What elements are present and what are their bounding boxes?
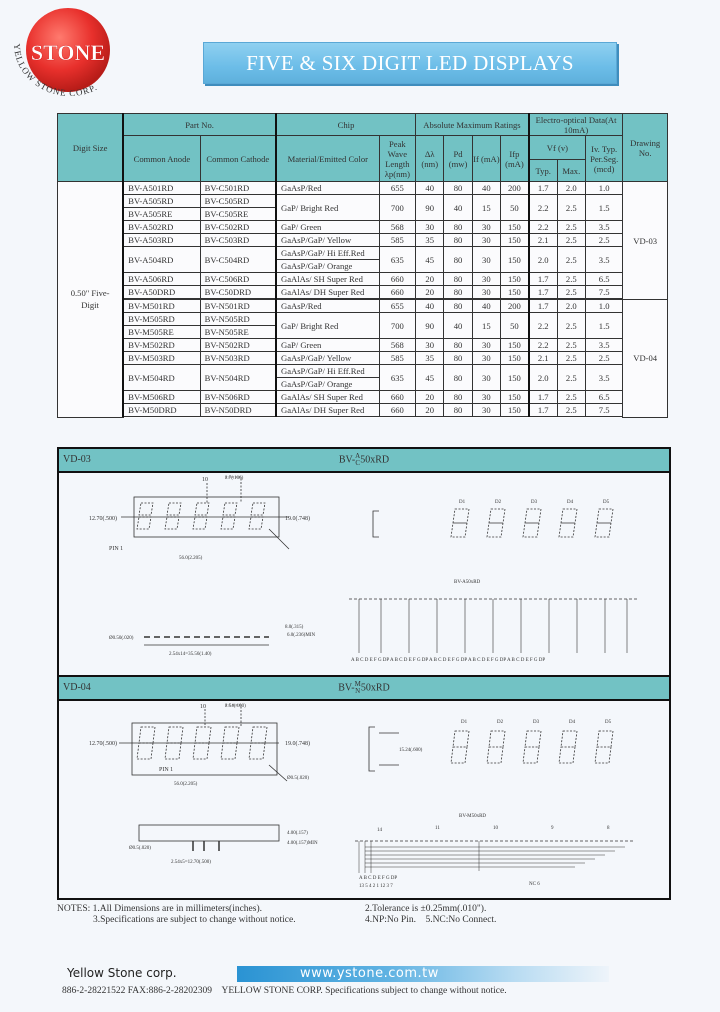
drawing-no: VD-04	[623, 300, 668, 418]
part-anode: BV-M502RD	[123, 339, 200, 352]
peak: 660	[379, 273, 415, 286]
pd: 80	[444, 404, 472, 417]
part-cathode: BV-C50DRD	[200, 286, 276, 299]
iv: 3.5	[585, 221, 622, 234]
table-row	[58, 221, 668, 234]
delta-lambda: 20	[416, 404, 444, 417]
peak: 660	[379, 404, 415, 417]
material: GaAlAs/ DH Super Red	[276, 286, 379, 299]
part-cathode: BV-C502RD	[200, 221, 276, 234]
table-row	[58, 182, 668, 195]
dim-pitch: 2.54x5=12.70(.500)	[171, 860, 211, 865]
common-pin: 8	[607, 826, 610, 831]
peak: 585	[379, 352, 415, 365]
header-part-no: Part No.	[123, 114, 276, 136]
if: 30	[472, 391, 500, 404]
delta-lambda: 45	[416, 365, 444, 391]
part-anode: BV-A506RD	[123, 273, 200, 286]
header-peak-wavelength: Peak Wave Length λp(nm)	[379, 136, 415, 182]
header-material: Material/Emitted Color	[276, 136, 379, 182]
header-chip: Chip	[276, 114, 416, 136]
part-cathode: BV-C506RD	[200, 273, 276, 286]
header-pd: Pd (mw)	[444, 136, 472, 182]
model-prefix: BV-	[338, 454, 356, 466]
part-cathode: BV-N504RD	[200, 365, 276, 391]
table-row	[58, 365, 668, 378]
material: GaAsP/Red	[276, 300, 379, 313]
model-prefix: BV-	[338, 682, 355, 694]
vf-typ: 1.7	[529, 286, 557, 299]
ifp: 150	[501, 221, 529, 234]
header-iv: Iv. Typ. Per.Seg. (mcd)	[585, 136, 622, 182]
peak: 568	[379, 221, 415, 234]
footer-company: Yellow Stone corp.	[67, 966, 177, 980]
ifp: 150	[501, 352, 529, 365]
pd: 80	[444, 391, 472, 404]
panel-header	[59, 449, 669, 473]
peak: 700	[379, 313, 415, 339]
pd: 80	[444, 273, 472, 286]
pin1-label: PIN 1	[159, 767, 174, 773]
pd: 40	[444, 195, 472, 221]
vf-max: 2.5	[557, 247, 585, 273]
dim-height: 12.70(.500)	[89, 741, 117, 747]
part-cathode: BV-C501RD	[200, 182, 276, 195]
if: 30	[472, 339, 500, 352]
if: 30	[472, 247, 500, 273]
material: GaAsP/GaP/ Hi Eff.Red	[276, 247, 379, 260]
model-number	[59, 681, 669, 695]
digit-label: D5	[605, 720, 612, 725]
delta-lambda: 35	[416, 234, 444, 247]
iv: 3.5	[585, 365, 622, 391]
delta-lambda: 40	[416, 300, 444, 313]
variant-bottom: N	[355, 687, 361, 695]
digit-label: D4	[569, 720, 576, 725]
material: GaAsP/GaP/ Hi Eff.Red	[276, 365, 379, 378]
if: 30	[472, 286, 500, 299]
ifp: 200	[501, 182, 529, 195]
part-anode: BV-M504RD	[123, 365, 200, 391]
header-ifp: Ifp (mA)	[501, 136, 529, 182]
variant-top: M	[354, 680, 361, 688]
model-number	[59, 453, 669, 467]
header-delta-lambda: Δλ (nm)	[416, 136, 444, 182]
iv: 3.5	[585, 247, 622, 273]
company-logo	[4, 6, 132, 106]
if: 30	[472, 273, 500, 286]
variant-top: A	[355, 452, 361, 460]
note-4: 4.NP:No Pin. 5.NC:No Connect.	[365, 915, 497, 925]
iv: 7.5	[585, 286, 622, 299]
part-anode: BV-A503RD	[123, 234, 200, 247]
pd: 80	[444, 221, 472, 234]
nc-label: NC 6	[529, 882, 540, 887]
seven-segment-digits	[137, 477, 265, 529]
header-vf-max: Max.	[557, 160, 585, 182]
dim-width: 56.0(2.205)	[179, 556, 203, 561]
pd: 40	[444, 313, 472, 339]
table-row	[58, 286, 668, 299]
header-digit-size: Digit Size	[58, 114, 124, 182]
delta-lambda: 45	[416, 247, 444, 273]
pd: 80	[444, 286, 472, 299]
if: 30	[472, 404, 500, 417]
if: 15	[472, 195, 500, 221]
header-drawing-no: Drawing No.	[623, 114, 668, 182]
ifp: 150	[501, 404, 529, 417]
digit-label: D4	[567, 500, 574, 505]
vd04-mechanical-drawing	[59, 701, 665, 897]
peak: 660	[379, 391, 415, 404]
pin-numbers: 13 5 4 2 1 12 3 7	[359, 884, 393, 889]
part-anode: BV-M503RD	[123, 352, 200, 365]
header-vf-typ: Typ.	[529, 160, 557, 182]
if: 30	[472, 221, 500, 234]
material: GaAlAs/ SH Super Red	[276, 273, 379, 286]
if: 30	[472, 234, 500, 247]
vf-typ: 2.2	[529, 221, 557, 234]
dim-seg: 10	[200, 704, 206, 710]
material: GaAlAs/ SH Super Red	[276, 391, 379, 404]
vf-typ: 2.2	[529, 339, 557, 352]
iv: 6.5	[585, 273, 622, 286]
if: 40	[472, 300, 500, 313]
delta-lambda: 20	[416, 286, 444, 299]
ifp: 150	[501, 247, 529, 273]
vf-max: 2.5	[557, 234, 585, 247]
vf-typ: 1.7	[529, 182, 557, 195]
vf-max: 2.5	[557, 339, 585, 352]
part-anode: BV-A502RD	[123, 221, 200, 234]
dim-pin-len: 4.00(.157)MIN	[287, 841, 318, 846]
common-pin: 9	[551, 826, 554, 831]
table-row	[58, 273, 668, 286]
pd: 80	[444, 300, 472, 313]
material: GaP/ Bright Red	[276, 313, 379, 339]
dim-pin-dia: Ø0.50(.020)	[109, 636, 134, 641]
logo-badge-text: STONE	[30, 40, 106, 65]
vf-max: 2.5	[557, 352, 585, 365]
drawing-code: VD-04	[63, 682, 91, 693]
material: GaP/ Bright Red	[276, 195, 379, 221]
part-anode: BV-M505RE	[123, 326, 200, 339]
pin-labels: A B C D E F G DP	[359, 876, 398, 881]
dim-pitch: 2.54x14=35.56(1.40)	[169, 652, 212, 657]
delta-lambda: 90	[416, 195, 444, 221]
dim-width: 56.0(2.205)	[174, 782, 198, 787]
dim-right: 19.0(.748)	[285, 516, 310, 522]
drawing-panel-vd04	[57, 675, 671, 900]
vf-max: 2.5	[557, 286, 585, 299]
note-3: 3.Specifications are subject to change without notice.	[93, 915, 296, 925]
material: GaP/ Green	[276, 339, 379, 352]
part-anode: BV-A505RE	[123, 208, 200, 221]
digit-label: D2	[497, 720, 504, 725]
dim-dp: 2.7(.106)	[225, 476, 244, 481]
common-pin: 14	[377, 828, 382, 833]
header-common-anode: Common Anode	[123, 136, 200, 182]
ifp: 150	[501, 234, 529, 247]
peak: 585	[379, 234, 415, 247]
ifp: 150	[501, 286, 529, 299]
table-row	[58, 195, 668, 208]
ifp: 50	[501, 313, 529, 339]
pd: 80	[444, 339, 472, 352]
digit-label: D3	[533, 720, 540, 725]
iv: 1.0	[585, 182, 622, 195]
ifp: 150	[501, 339, 529, 352]
part-cathode: BV-N50DRD	[200, 404, 276, 417]
dim-right: 19.0(.748)	[285, 741, 310, 747]
if: 30	[472, 365, 500, 391]
common-pin: 10	[493, 826, 498, 831]
footer-info	[62, 986, 507, 996]
part-cathode: BV-N505RE	[200, 326, 276, 339]
delta-lambda: 90	[416, 313, 444, 339]
circuit-title: BV-A50xRD	[454, 580, 481, 585]
common-pin: 11	[435, 826, 440, 831]
peak: 635	[379, 365, 415, 391]
iv: 7.5	[585, 404, 622, 417]
part-cathode: BV-N503RD	[200, 352, 276, 365]
vf-typ: 2.1	[529, 234, 557, 247]
footer-disclaimer: YELLOW STONE CORP. Specifications subject to change without notice.	[221, 986, 507, 996]
delta-lambda: 20	[416, 273, 444, 286]
vf-max: 2.5	[557, 313, 585, 339]
dim-lead: 8.0(.315)	[285, 625, 304, 630]
material: GaAsP/GaP/ Yellow	[276, 352, 379, 365]
material: GaAsP/Red	[276, 182, 379, 195]
header-vf: Vf (v)	[529, 136, 586, 160]
panel-header	[59, 677, 669, 701]
vf-max: 2.5	[557, 273, 585, 286]
note-2: 2.Tolerance is ±0.25mm(.010").	[365, 904, 487, 914]
peak: 660	[379, 286, 415, 299]
page-title: FIVE & SIX DIGIT LED DISPLAYS	[203, 42, 617, 84]
delta-lambda: 35	[416, 352, 444, 365]
ifp: 50	[501, 195, 529, 221]
vf-typ: 2.1	[529, 352, 557, 365]
peak: 700	[379, 195, 415, 221]
vf-max: 2.0	[557, 300, 585, 313]
pd: 80	[444, 234, 472, 247]
dim-lead: 4.00(.157)	[287, 831, 308, 836]
peak: 635	[379, 247, 415, 273]
part-cathode: BV-C505RD	[200, 195, 276, 208]
digit-label: D1	[459, 500, 466, 505]
digit-label: D2	[495, 500, 502, 505]
delta-lambda: 40	[416, 182, 444, 195]
vf-typ: 1.7	[529, 391, 557, 404]
header-if: If (mA)	[472, 136, 500, 182]
iv: 1.5	[585, 195, 622, 221]
footer-url[interactable]: www.ystone.com.tw	[300, 966, 439, 981]
note-1: NOTES: 1.All Dimensions are in millimeters(inches).	[57, 904, 263, 914]
part-cathode: BV-C504RD	[200, 247, 276, 273]
if: 40	[472, 182, 500, 195]
material: GaAsP/GaP/ Orange	[276, 378, 379, 391]
vf-typ: 2.0	[529, 365, 557, 391]
peak: 568	[379, 339, 415, 352]
digit-label: D1	[461, 720, 468, 725]
material: GaAsP/GaP/ Yellow	[276, 234, 379, 247]
model-suffix: 50xRD	[360, 682, 390, 694]
ifp: 150	[501, 391, 529, 404]
table-row	[58, 404, 668, 417]
header-common-cathode: Common Cathode	[200, 136, 276, 182]
digit-size-cell: 0.50" Five-Digit	[58, 182, 124, 418]
part-cathode: BV-C503RD	[200, 234, 276, 247]
table-row	[58, 300, 668, 313]
dim-pin-dia: Ø0.5(.020)	[287, 776, 309, 781]
part-cathode: BV-N506RD	[200, 391, 276, 404]
iv: 2.5	[585, 352, 622, 365]
vf-typ: 2.2	[529, 195, 557, 221]
part-anode: BV-A50DRD	[123, 286, 200, 299]
peak: 655	[379, 300, 415, 313]
variant-bottom: C	[355, 459, 361, 467]
pd: 80	[444, 365, 472, 391]
digit-label: D5	[603, 500, 610, 505]
footer-contact: 886-2-28221522 FAX:886-2-28202309	[62, 986, 212, 996]
material: GaAsP/GaP/ Orange	[276, 260, 379, 273]
header-abs-max: Absolute Maximum Ratings	[416, 114, 529, 136]
vf-max: 2.5	[557, 221, 585, 234]
delta-lambda: 30	[416, 339, 444, 352]
vd03-mechanical-drawing	[59, 473, 665, 673]
pin-labels-row: A B C D E F G DP A B C D E F G DP A B C D E F G DP A B C D E F G DP A B C D E F G DP	[351, 658, 546, 663]
iv: 1.0	[585, 300, 622, 313]
part-anode: BV-M505RD	[123, 313, 200, 326]
vf-max: 2.5	[557, 195, 585, 221]
vf-max: 2.5	[557, 404, 585, 417]
drawing-code: VD-03	[63, 454, 91, 465]
logo-ring-text: YELLOW STONE CORP.	[11, 43, 100, 99]
part-cathode: BV-N501RD	[200, 300, 276, 313]
iv: 2.5	[585, 234, 622, 247]
vf-typ: 1.7	[529, 404, 557, 417]
part-anode: BV-M50DRD	[123, 404, 200, 417]
table-row	[58, 352, 668, 365]
delta-lambda: 30	[416, 221, 444, 234]
table-row	[58, 247, 668, 260]
peak: 655	[379, 182, 415, 195]
pd: 80	[444, 247, 472, 273]
part-anode: BV-A505RD	[123, 195, 200, 208]
pin1-label: PIN 1	[109, 546, 124, 552]
vf-typ: 1.7	[529, 300, 557, 313]
part-cathode: BV-N502RD	[200, 339, 276, 352]
if: 30	[472, 352, 500, 365]
delta-lambda: 20	[416, 391, 444, 404]
iv: 1.5	[585, 313, 622, 339]
table-row	[58, 339, 668, 352]
vf-max: 2.0	[557, 182, 585, 195]
part-cathode: BV-N505RD	[200, 313, 276, 326]
dim-height: 12.70(.500)	[89, 516, 117, 522]
table-row	[58, 313, 668, 326]
if: 15	[472, 313, 500, 339]
digit-label: D3	[531, 500, 538, 505]
part-anode: BV-A504RD	[123, 247, 200, 273]
iv: 3.5	[585, 339, 622, 352]
material: GaAlAs/ DH Super Red	[276, 404, 379, 417]
part-anode: BV-A501RD	[123, 182, 200, 195]
ifp: 150	[501, 365, 529, 391]
table-row	[58, 391, 668, 404]
dim-pin-len: 6.0(.236)MIN	[287, 633, 316, 638]
table-row	[58, 234, 668, 247]
drawing-no: VD-03	[623, 182, 668, 300]
part-anode: BV-M506RD	[123, 391, 200, 404]
pd: 80	[444, 182, 472, 195]
dim-seg: 10	[202, 477, 208, 483]
vf-typ: 2.0	[529, 247, 557, 273]
ifp: 150	[501, 273, 529, 286]
header-electro-optical: Electro-optical Data(At 10mA)	[529, 114, 623, 136]
vf-typ: 2.2	[529, 313, 557, 339]
dim-pin-dia-side: Ø0.5(.020)	[129, 846, 151, 851]
dim-dp: 2.54(.100)	[225, 704, 246, 709]
spec-table	[57, 113, 668, 418]
vf-max: 2.5	[557, 391, 585, 404]
part-cathode: BV-C505RE	[200, 208, 276, 221]
iv: 6.5	[585, 391, 622, 404]
pd: 80	[444, 352, 472, 365]
part-anode: BV-M501RD	[123, 300, 200, 313]
drawing-panel-vd03	[57, 447, 671, 677]
vf-max: 2.5	[557, 365, 585, 391]
circuit-title: BV-M50xRD	[459, 814, 487, 819]
dim-depth: 15.24(.600)	[399, 748, 423, 753]
material: GaP/ Green	[276, 221, 379, 234]
vf-typ: 1.7	[529, 273, 557, 286]
ifp: 200	[501, 300, 529, 313]
model-suffix: 50xRD	[360, 454, 390, 466]
